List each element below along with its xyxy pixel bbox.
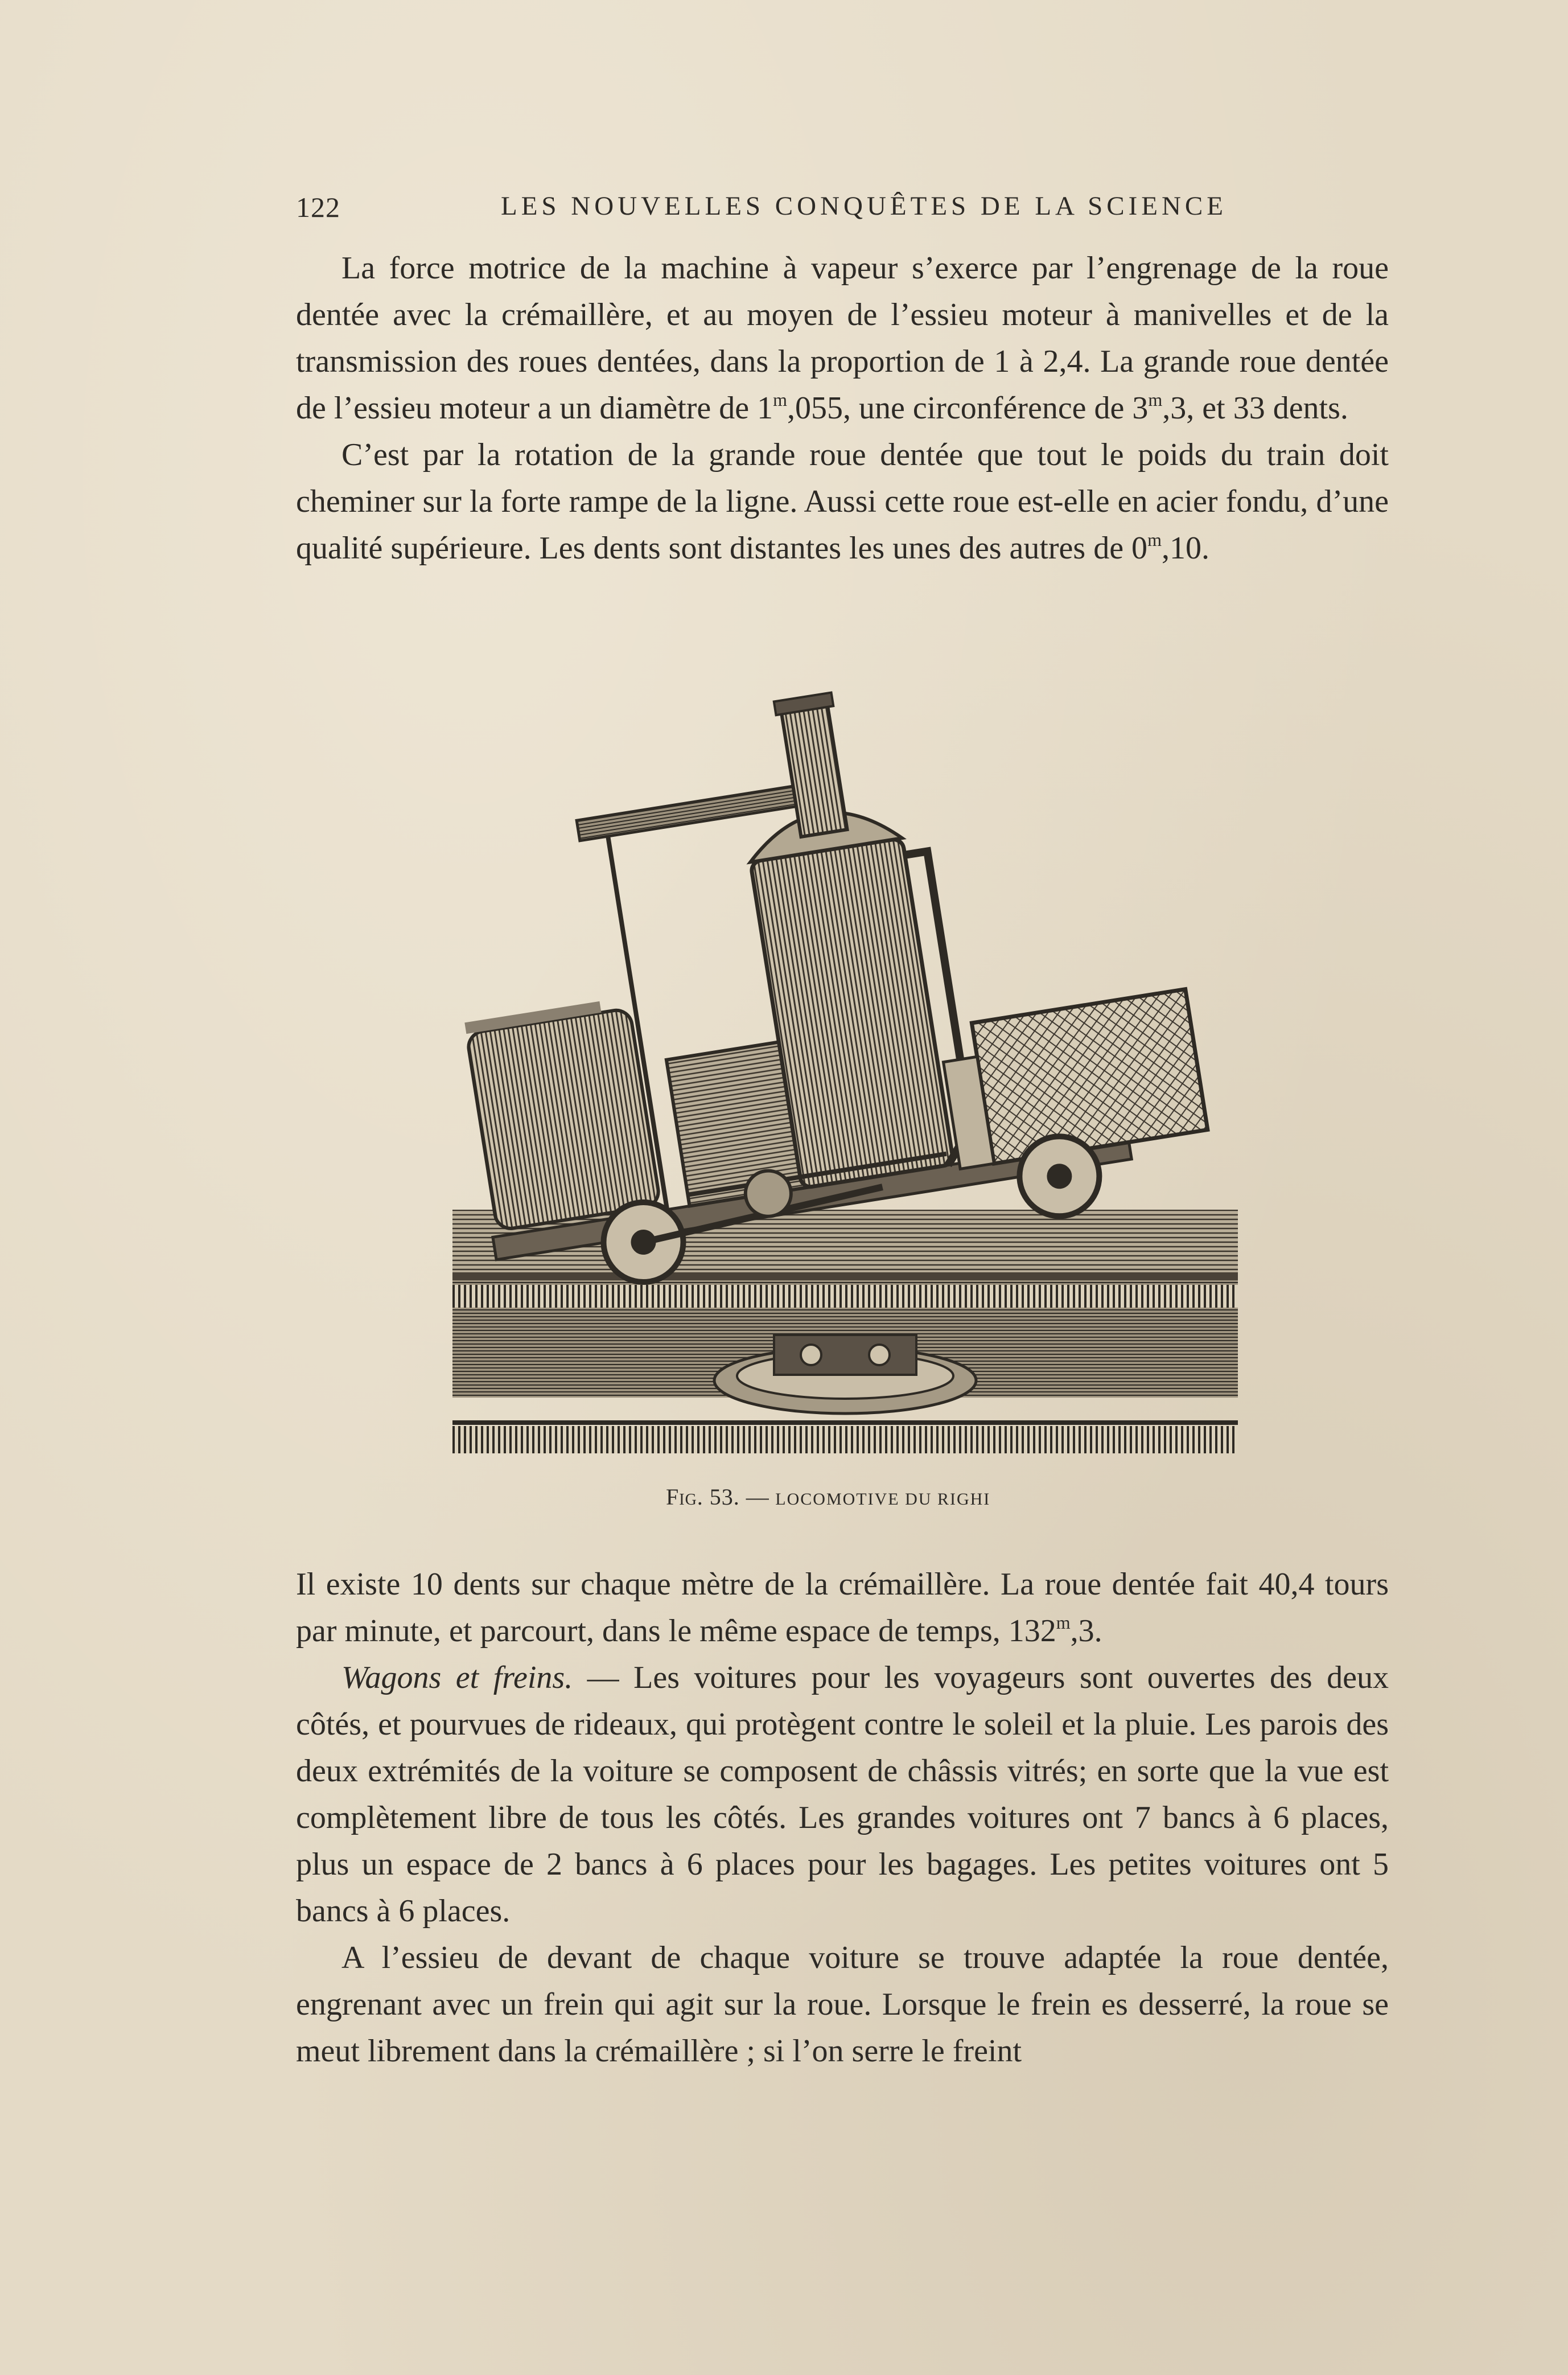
paragraph-2: C’est par la rotation de la grande roue dentée que tout le poids du train doit cheminer sur la forte rampe de la ligne. Aussi cette roue est-elle en acier fondu, d’une qualité supérieure. Les dents sont distantes les unes des autres de 0$^m$,10. (296, 437, 1389, 566)
section-lead: Wagons et freins. (341, 1660, 573, 1695)
running-head (296, 185, 1389, 236)
figure-title: LOCOMOTIVE DU RIGHI (775, 1490, 991, 1509)
page-number: 122 (296, 191, 340, 223)
locomotive-engraving (447, 680, 1244, 1457)
paragraph-5: A l’essieu de devant de chaque voiture se trouve adaptée la roue dentée, engrenant avec un frein qui agit sur la roue. Lorsque le frein es desserré, la roue se meut librement dans la crémaillère ; si l’on serre le freint (296, 1940, 1389, 2069)
bottom-rail (452, 1426, 1238, 1453)
body-text-bottom (296, 1561, 1389, 2074)
wagon-cage (972, 989, 1207, 1164)
figure-number: Fig. 53. — (666, 1484, 769, 1510)
running-title: LES NOUVELLES CONQUÊTES DE LA SCIENCE (501, 191, 1227, 221)
paragraph-4: Wagons et freins. — Les voitures pour les voyageurs sont ouvertes des deux côtés, et pourvues de rideaux, qui protègent contre le soleil et la pluie. Les parois des deux extrémités de la voiture se composent de châssis vitrés; en sorte que la vue est complètement libre de tous les côtés. Les grandes voitures ont 7 bancs à 6 places, plus un espace de 2 bancs à 6 places pour les bagages. Les petites voitures ont 5 bancs à 6 places. (296, 1660, 1389, 1929)
body-text-top (296, 245, 1389, 572)
rack-rail (452, 1285, 1238, 1308)
paragraph-1: La force motrice de la machine à vapeur s’exerce par l’engrenage de la roue dentée avec la crémaillère, et au moyen de l’essieu moteur à manivelles et de la transmission des roues dentées, dans la proportion de 1 à 2,4. La grande roue dentée de l’essieu moteur a un diamètre de 1$^m$,055, une circonférence de 3$^m$,3, et 33 dents. (296, 250, 1389, 426)
chimney (781, 700, 847, 837)
paragraph-3: Il existe 10 dents sur chaque mètre de la crémaillère. La roue dentée fait 40,4 tours par minute, et parcourt, dans le même espace de temps, 132$^m$,3. (296, 1567, 1389, 1649)
figure-caption (666, 1484, 1178, 1510)
water-tank (466, 1008, 660, 1231)
